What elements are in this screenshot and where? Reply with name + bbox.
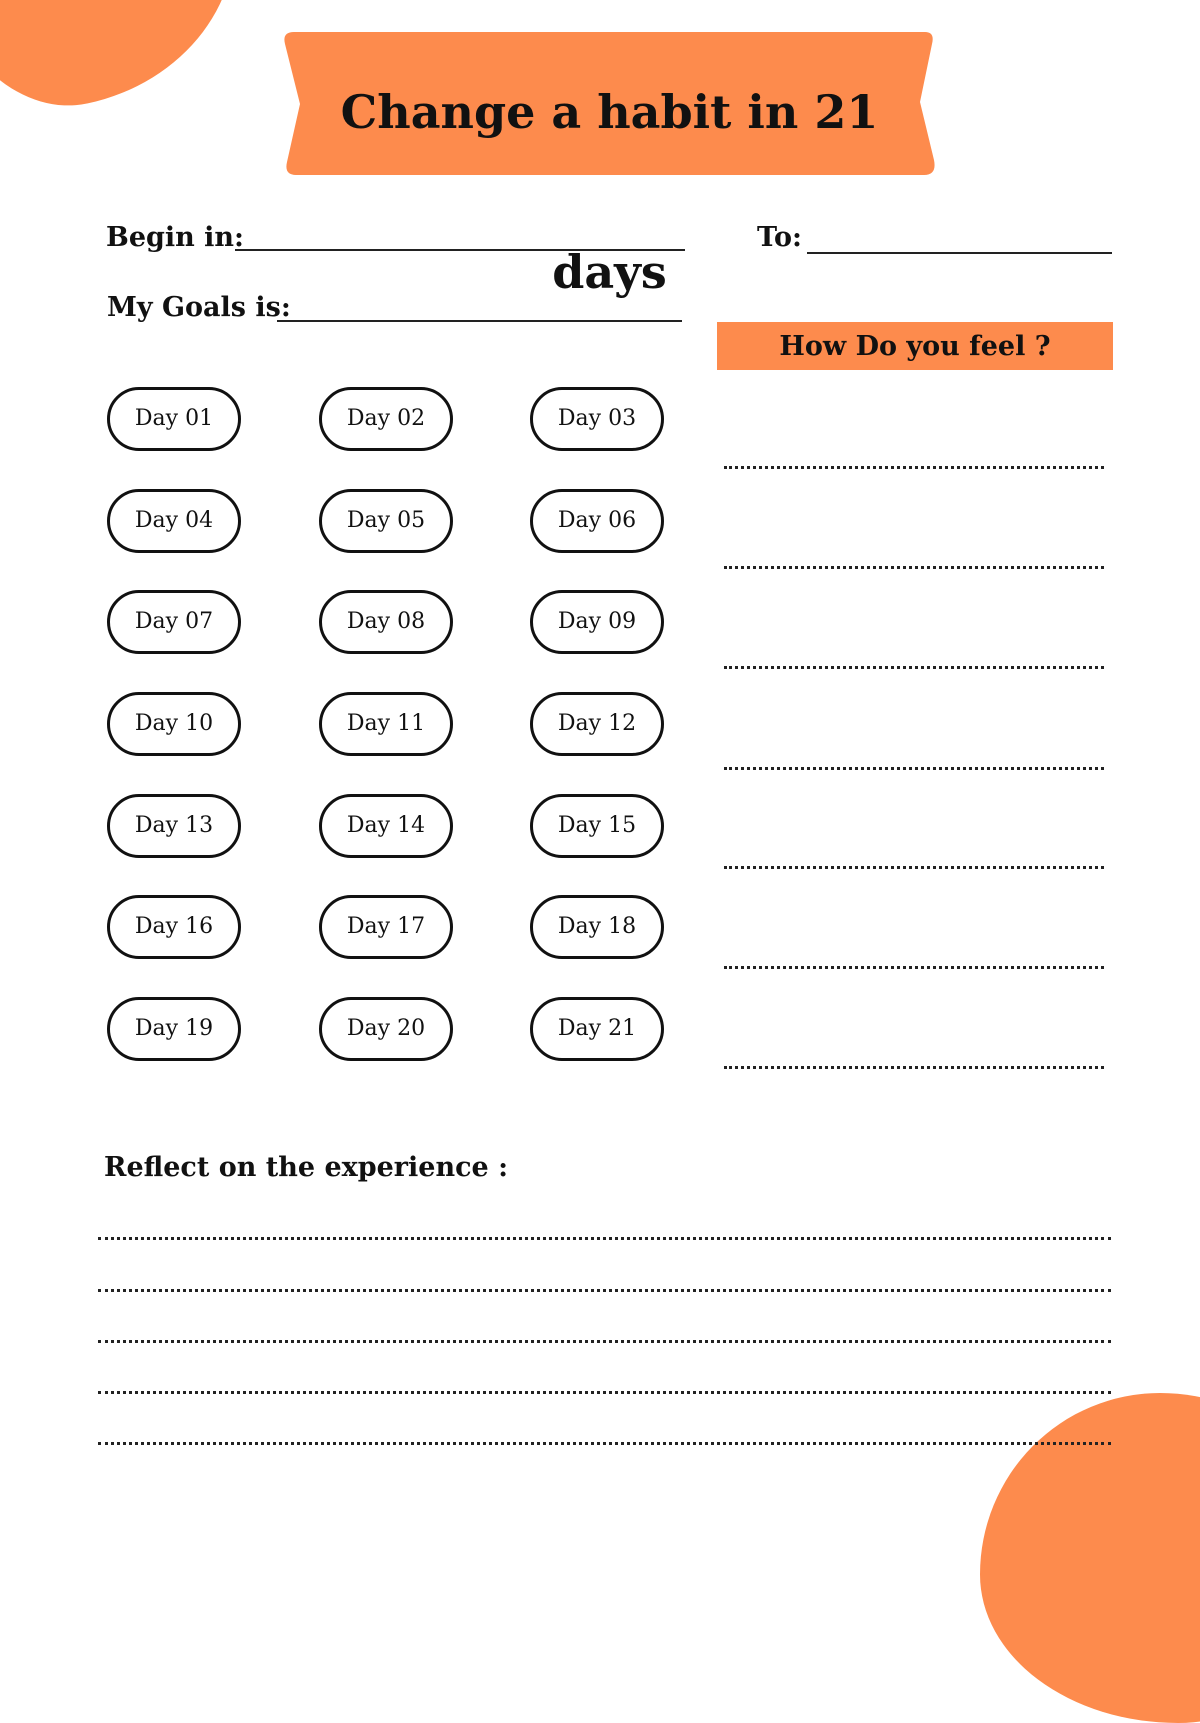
feel-line[interactable] [724, 1066, 1104, 1069]
day-pill-18[interactable]: Day 18 [530, 895, 664, 959]
day-pill-01[interactable]: Day 01 [107, 387, 241, 451]
feel-header: How Do you feel ? [717, 322, 1113, 370]
begin-field[interactable] [235, 249, 685, 251]
feel-line[interactable] [724, 767, 1104, 770]
day-pill-07[interactable]: Day 07 [107, 590, 241, 654]
day-pill-16[interactable]: Day 16 [107, 895, 241, 959]
day-pill-08[interactable]: Day 08 [319, 590, 453, 654]
goals-label: My Goals is: [107, 292, 291, 323]
day-pill-02[interactable]: Day 02 [319, 387, 453, 451]
feel-line[interactable] [724, 966, 1104, 969]
reflect-line[interactable] [98, 1237, 1111, 1240]
day-pill-04[interactable]: Day 04 [107, 489, 241, 553]
decorative-blob-top-left [0, 0, 264, 128]
day-pill-12[interactable]: Day 12 [530, 692, 664, 756]
day-pill-20[interactable]: Day 20 [319, 997, 453, 1061]
goals-field[interactable] [277, 320, 682, 322]
to-field[interactable] [807, 252, 1112, 254]
day-pill-05[interactable]: Day 05 [319, 489, 453, 553]
begin-label: Begin in: [106, 222, 245, 253]
reflect-line[interactable] [98, 1289, 1111, 1292]
feel-line[interactable] [724, 666, 1104, 669]
day-pill-14[interactable]: Day 14 [319, 794, 453, 858]
day-pill-06[interactable]: Day 06 [530, 489, 664, 553]
day-pill-03[interactable]: Day 03 [530, 387, 664, 451]
reflect-line[interactable] [98, 1340, 1111, 1343]
to-label: To: [757, 222, 802, 253]
feel-line[interactable] [724, 466, 1104, 469]
day-pill-17[interactable]: Day 17 [319, 895, 453, 959]
feel-line[interactable] [724, 866, 1104, 869]
day-pill-10[interactable]: Day 10 [107, 692, 241, 756]
day-pill-21[interactable]: Day 21 [530, 997, 664, 1061]
reflect-label: Reflect on the experience : [104, 1152, 509, 1183]
reflect-line[interactable] [98, 1442, 1111, 1445]
page-title: Change a habit in 21 days [340, 85, 879, 299]
reflect-line[interactable] [98, 1391, 1111, 1394]
day-pill-13[interactable]: Day 13 [107, 794, 241, 858]
day-pill-15[interactable]: Day 15 [530, 794, 664, 858]
day-pill-19[interactable]: Day 19 [107, 997, 241, 1061]
day-pill-11[interactable]: Day 11 [319, 692, 453, 756]
day-pill-09[interactable]: Day 09 [530, 590, 664, 654]
feel-line[interactable] [724, 566, 1104, 569]
